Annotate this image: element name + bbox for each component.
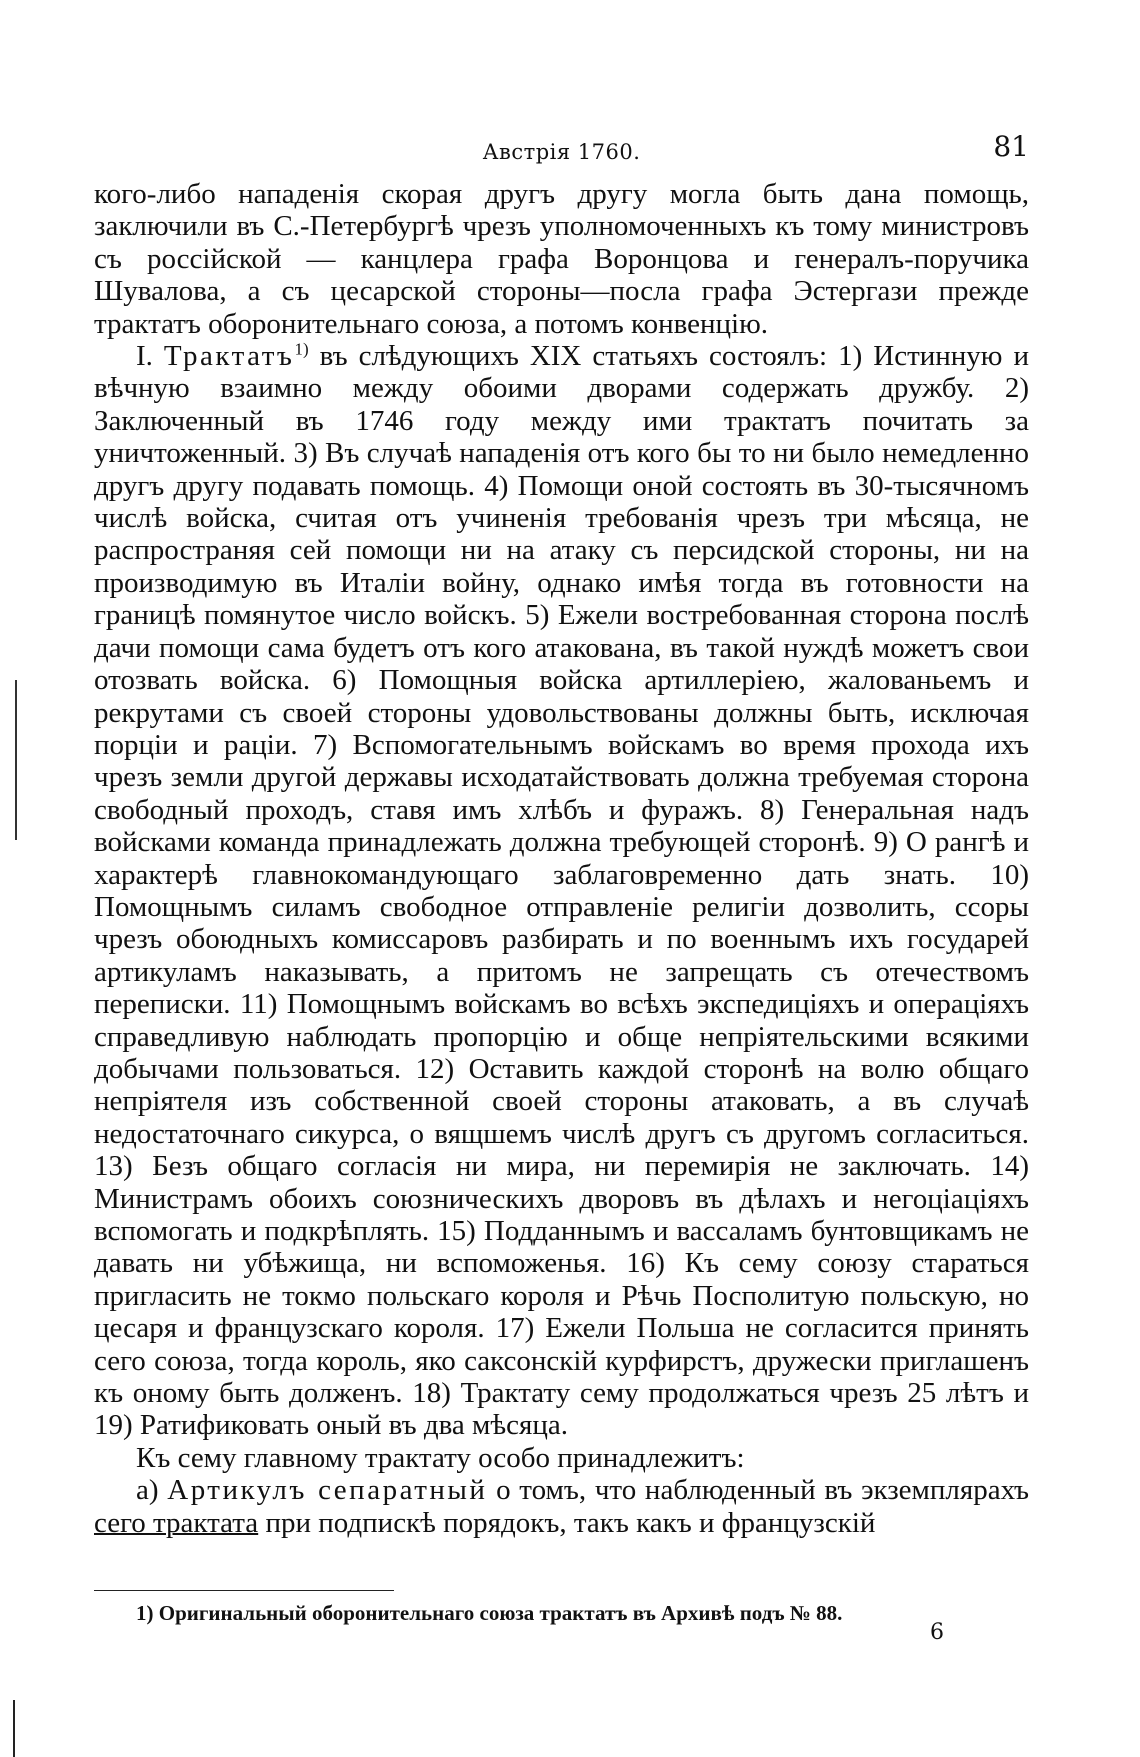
main-text — [94, 178, 1029, 1539]
article-a-heading: Артикулъ сепаратный — [167, 1474, 488, 1507]
printer-signature-mark: 6 — [930, 1620, 944, 1645]
treaty-heading: Трактатъ — [163, 340, 295, 373]
running-title: Австрія 1760. — [482, 140, 641, 164]
article-a-label: a) — [136, 1474, 168, 1507]
footnote-marker: 1) — [136, 1601, 154, 1625]
scan-edge-mark — [15, 680, 17, 840]
footnote — [136, 1600, 1016, 1626]
scan-edge-mark — [13, 1700, 15, 1757]
article-a-underlined: сего трактата — [94, 1506, 259, 1539]
page-header — [94, 130, 1029, 170]
footnote-reference: 1) — [294, 339, 309, 359]
footnote-divider — [94, 1590, 394, 1591]
page-number: 81 — [993, 130, 1029, 163]
paragraph-article-a — [94, 1474, 1029, 1539]
article-a-text-end: при подпискѣ порядокъ, такъ какъ и французскій — [258, 1506, 876, 1539]
treaty-articles-text: въ слѣдующихъ XIX статьяхъ состоялъ: 1) Истинную и вѣчную взаимно между обоими дворами содержать дружбу. 2) Заключенный въ 1746 году между ими трактатъ почитать за уничтоженный. 3) Въ случаѣ нападенія отъ кого бы то ни было немедленно другъ другу подавать помощь. 4) Помощи оной состоять въ 30-тысячномъ числѣ войска, считая отъ учиненія требованія чрезъ три мѣсяца, не распространяя сей помощи ни на атаку съ персидской стороны, ни на производимую въ Италіи войну, однако имѣя тогда въ готовности на границѣ помянутое число войскъ. 5) Ежели востребованная сторона послѣ дачи помощи сама будетъ отъ кого атакована, въ такой нуждѣ можетъ свои отозвать войска. 6) Помощныя войска артиллеріею, жалованьемъ и рекрутами съ своей стороны удовольствованы должны быть, исключая порціи и раціи. 7) Вспомогательнымъ войскамъ во время прохода ихъ чрезъ земли другой державы исходатайствовать должна требуемая сторона свободный проходъ, ставя имъ хлѣбъ и фуражъ. 8) Генеральная надъ войсками команда принадлежать должна требующей сторонѣ. 9) О рангѣ и характерѣ главнокомандующаго заблаговременно дать знать. 10) Помощнымъ силамъ свободное отправленіе религіи дозволить, ссоры чрезъ обоюдныхъ комиссаровъ разбирать и по военнымъ ихъ государей артикуламъ наказывать, а притомъ не запрещать съ отечествомъ переписки. 11) Помощнымъ войскамъ во всѣхъ экспедиціяхъ и операціяхъ справедливую наблюдать пропорцію и обще непріятельскими всякими добычами пользоваться. 12) Оставить каждой сторонѣ на волю общаго непріятеля изъ собственной своей стороны атаковать, а въ случаѣ недостаточнаго сикурса, о вящшемъ числѣ другъ съ другомъ согласиться. 13) Безъ общаго согласія ни мира, ни перемирія не заключать. 14) Министрамъ обоихъ союзническихъ дворовъ въ дѣлахъ и негоціаціяхъ вспомогать и подкрѣплять. 15) Подданнымъ и вассаламъ бунтовщикамъ не давать ни убѣжища, ни вспоможенья. 16) Къ сему союзу стараться пригласить не токмо польскаго короля и Рѣчь Посполитую польскую, но цесаря и французскаго короля. 17) Ежели Польша не согласится принять сего союза, тогда король, яко саксонскій курфирстъ, дружески приглашенъ къ оному быть долженъ. 18) Трактату сему продолжаться чрезъ 25 лѣтъ и 19) Ратификовать оный въ два мѣсяца. — [94, 340, 1029, 1442]
article-a-text: о томъ, что наблюденный въ экземплярахъ — [487, 1474, 1029, 1507]
paragraph-intro: кого-либо нападенія скорая другъ другу могла быть дана помощь, заключили въ С.-Петербургѣ чрезъ уполномоченныхъ къ тому министровъ съ россійской — канцлера графа Воронцова и генералъ-поручика Шувалова, а съ цесарской стороны—посла графа Эстергази прежде трактатъ оборонительнаго союза, а потомъ конвенцію. — [94, 178, 1029, 340]
treaty-number: I. — [136, 340, 164, 373]
paragraph-appendix: Къ сему главному трактату особо принадлежитъ: — [136, 1441, 745, 1474]
footnote-text: Оригинальный оборонительнаго союза трактатъ въ Архивѣ подъ № 88. — [153, 1601, 843, 1625]
paragraph-treaty — [94, 340, 1029, 1442]
